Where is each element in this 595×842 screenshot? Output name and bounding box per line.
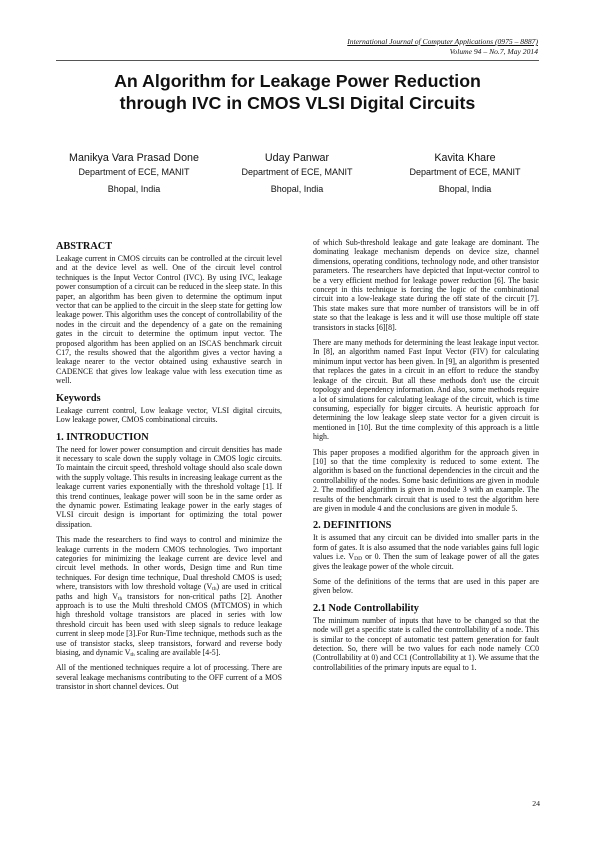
subscript: th — [117, 595, 123, 602]
right-paragraph-2: There are many methods for determining the least leakage input vector. In [8], an algorithm named Fast Input Vector (FIV) for calculating minimum input vector has been given. In [9], an algorithm is presented that replaces the gates in a circuit in an effort to reduce the standby leakage of the circuit. But all these methods don't use the circuit topology and dependency information. And also, some methods require a lot of simulations for calculating leakage of the circuit, which is time consuming, especially for bigger circuits. A heuristic approach for determining the low leakage sleep state vector for a given circuit is mentioned in [10]. But the time complexity of this approach is a little high. — [313, 338, 539, 442]
node-controllability-heading: 2.1 Node Controllability — [313, 602, 419, 614]
right-paragraph-3: This paper proposes a modified algorithm for the approach given in [10] so that the time complexity is reduced to some extent. The algorithm is based on the functional dependencies in the circuit and the controllability of the nodes. Some basic definitions are given in module 2. The modified algorithm is given in module 3 with an example. The results of the benchmark circuit that is used to test the algorithm here are given in module 4 and the conclusions are given in module 5. — [313, 447, 539, 513]
right-paragraph-1: of which Sub-threshold leakage and gate leakage are dominant. The dominating leakage mechanism depends on device size, channel dimensions, operating conditions, technology node, and other transistor parameters. The researchers have depicted that Input-vector control to be a very efficient method for leakage power reduction [6]. The basic concept in this technique is forcing the logic of the combinational circuit into a low-leakage state during the off state of the circuit [7]. This state makes sure that more number of transistors will be in off state so that the leakage is less and it will use those multiple off state transistors in stacks [6][8]. — [313, 238, 539, 332]
abstract-heading: ABSTRACT — [56, 241, 113, 252]
title-line-2: through IVC in CMOS VLSI Digital Circuits — [119, 93, 476, 113]
keywords-text: Leakage current control, Low leakage vector, VLSI digital circuits, Low leakage power, CMOS combinational circuits. — [56, 405, 282, 425]
subscript: th — [212, 586, 217, 593]
author-location: Bhopal, India — [438, 184, 492, 194]
author-dept: Department of ECE, MANIT — [409, 167, 521, 177]
text-fragment: ) are used in critical paths and high V — [56, 582, 282, 601]
author-name: Uday Panwar — [264, 152, 330, 164]
text-fragment: transistors for non-critical paths [2]. Another approach is to use the Multi threshold CMOS (MTCMOS) in which high threshold voltage transistors are placed in series with low threshold circuit has been used with sleep signals to reduce leakage current in sleep mode [3].For Run-Time technique, methods such as the use of transistor stacks, sleep transistors, forward and reverse body biasing, and dynamic V — [56, 591, 282, 658]
intro-paragraph-2 — [56, 535, 282, 657]
definitions-paragraph-2: Some of the definitions of the terms that are used in this paper are given below. — [313, 577, 539, 596]
introduction-heading: 1. INTRODUCTION — [56, 431, 149, 443]
right-column — [313, 238, 539, 678]
author-location: Bhopal, India — [107, 184, 161, 194]
title-line-1: An Algorithm for Leakage Power Reduction — [114, 71, 481, 91]
author-2 — [218, 151, 376, 196]
author-1 — [55, 151, 213, 196]
header-rule — [56, 60, 539, 61]
journal-header — [347, 37, 538, 57]
journal-volume: Volume 94 – No.7, May 2014 — [449, 47, 538, 56]
subscript: th — [130, 652, 135, 659]
intro-paragraph-3: All of the mentioned techniques require a lot of processing. There are several leakage mechanisms contributing to the OFF current of a MOS transistor in short channel devices. Out — [56, 663, 282, 692]
author-location: Bhopal, India — [270, 184, 324, 194]
journal-name: International Journal of Computer Applications (0975 – 8887) — [347, 37, 538, 46]
text-fragment: This made the researchers to find ways to control and minimize the leakage currents in the modern CMOS technologies. Two important categories for minimizing the leakage current are device level and circuit level methods. In other words, Design time and Run time techniques. For design time technique, Dual threshold CMOS is used; where, transistors with low threshold voltage (V — [56, 535, 282, 592]
subscript: DD — [354, 556, 363, 563]
node-controllability-text: The minimum number of inputs that have to be changed so that the node will get a specific state is called the controllability of a node. This is similar to the concept of automatic test pattern generation for fault detection. So, there will be two values for each node namely CC0 (Controllability at 0) and CC1 (Controllability at 1). We assume that the controllabilities of the primary inputs are equal to 1. — [313, 615, 539, 672]
definitions-paragraph-1 — [313, 533, 539, 571]
abstract-text: Leakage current in CMOS circuits can be controlled at the circuit level and at the device level as well. One of the circuit level control techniques is the Input Vector Control (IVC). By using IVC, leakage power consumption of a circuit can be reduced in the sleep state. In this paper, an algorithm has been given to determine the optimum input vector that can be applied to the circuit in the sleep state for getting low leakage power. This algorithm uses the concept of controllability of the nodes in the circuit and the dependency of a gate on the remaining gates in the circuit to determine the optimum input vector. The proposed algorithm has been applied on an ISCAS benchmark circuit C17, the results showed that the algorithm gives a vector having a leakage nearer to the vector obtained using exhaustive search in CADENCE that gives low leakage value with less execution time as well. — [56, 254, 282, 386]
author-3 — [386, 151, 544, 196]
keywords-heading: Keywords — [56, 392, 101, 404]
definitions-heading: 2. DEFINITIONS — [313, 520, 392, 532]
author-dept: Department of ECE, MANIT — [241, 167, 353, 177]
author-name: Kavita Khare — [434, 152, 496, 164]
text-fragment: or 0. Then the sum of leakage power of all the gates gives the leakage power of the whole circuit. — [313, 552, 539, 571]
intro-paragraph-1: The need for lower power consumption and circuit densities has made it necessary to scale down the supply voltage in CMOS logic circuits. To maintain the circuit speed, threshold voltage should also scale down with the supply voltage. This results in increasing leakage current as the leakage current varies exponentially with the threshold voltage [1]. If this trend continues, leakage power will soon be in the same order as the dynamic power. Estimating leakage power in the early stages of VLSI circuit design is important for optimizing the total power dissipation. — [56, 444, 282, 529]
left-column — [56, 238, 282, 698]
text-fragment: scaling are available [4-5]. — [134, 648, 221, 658]
page-number: 24 — [532, 799, 540, 808]
author-name: Manikya Vara Prasad Done — [69, 152, 199, 164]
author-dept: Department of ECE, MANIT — [78, 167, 190, 177]
paper-title — [60, 70, 535, 114]
text-fragment: It is assumed that any circuit can be divided into smaller parts in the form of gates. It is also assumed that the node variables gains full logic values i.e. V — [313, 533, 539, 562]
